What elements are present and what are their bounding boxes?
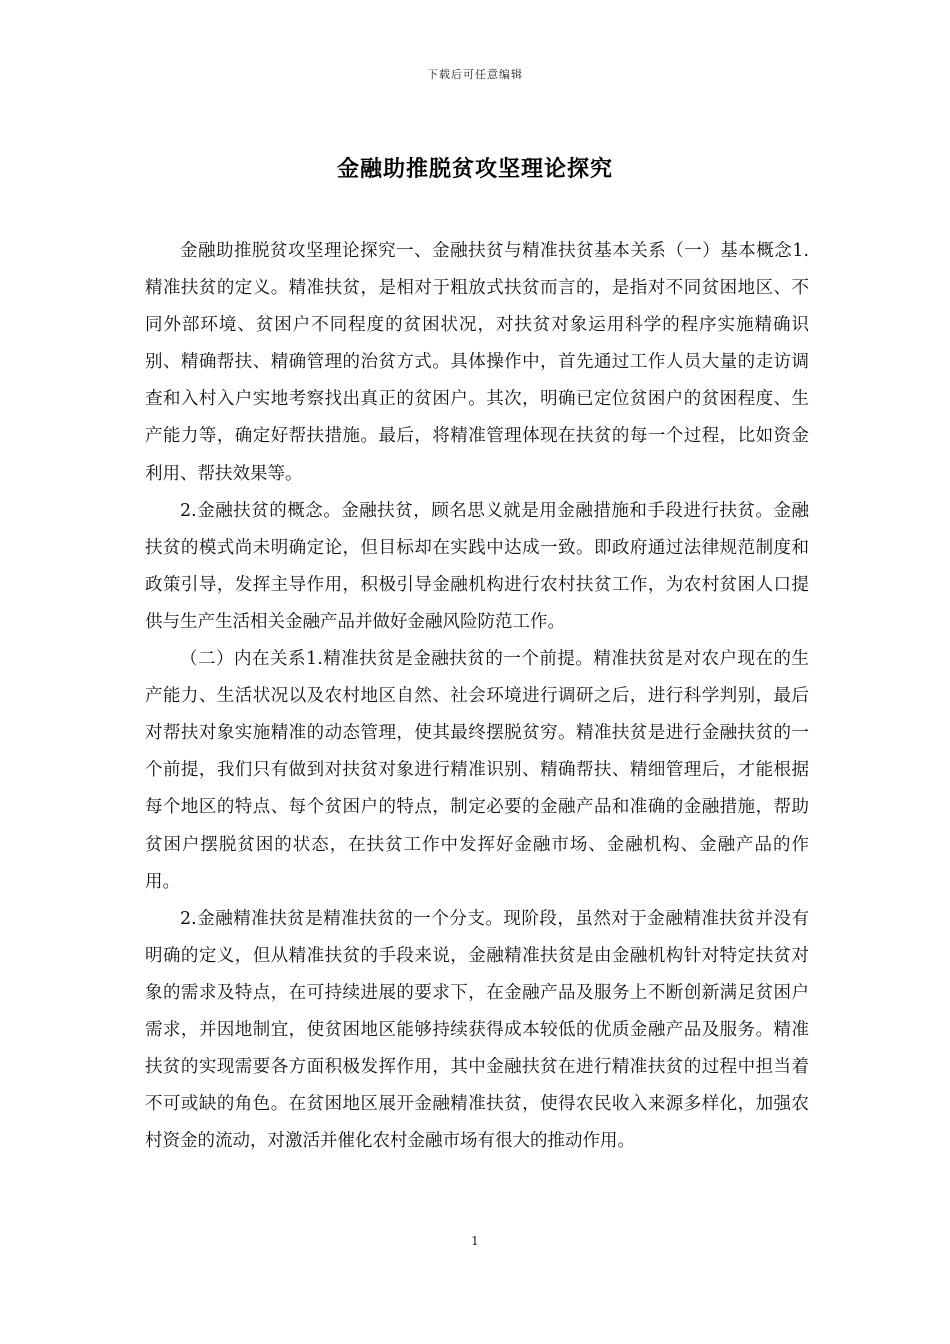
page-number: 1 [471,1234,479,1248]
document-body [145,233,809,1160]
header-note: 下载后可任意编辑 [427,68,523,81]
body-paragraph: 金融助推脱贫攻坚理论探究一、金融扶贫与精准扶贫基本关系（一）基本概念1.精准扶贫的定义。精准扶贫，是相对于粗放式扶贫而言的，是指对不同贫困地区、不同外部环境、贫困户不同程度的贫困状况，对扶贫对象运用科学的程序实施精确识别、精确帮扶、精确管理的治贫方式。具体操作中，首先通过工作人员大量的走访调查和入村入户实地考察找出真正的贫困户。其次，明确已定位贫困户的贫困程度、生产能力等，确定好帮扶措施。最后，将精准管理体现在扶贫的每一个过程，比如资金利用、帮扶效果等。 [145,241,809,484]
body-paragraph: 2.金融精准扶贫是精准扶贫的一个分支。现阶段，虽然对于金融精准扶贫并没有明确的定义，但从精准扶贫的手段来说，金融精准扶贫是由金融机构针对特定扶贫对象的需求及特点，在可持续进展的要求下，在金融产品及服务上不断创新满足贫困户需求，并因地制宜，使贫困地区能够持续获得成本较低的优质金融产品及服务。精准扶贫的实现需要各方面积极发挥作用，其中金融扶贫在进行精准扶贫的过程中担当着不可或缺的角色。在贫困地区展开金融精准扶贫，使得农民收入来源多样化，加强农村资金的流动，对激活并催化农村金融市场有很大的推动作用。 [145,908,809,1152]
body-paragraph: 2.金融扶贫的概念。金融扶贫，顾名思义就是用金融措施和手段进行扶贫。金融扶贫的模式尚未明确定论，但目标却在实践中达成一致。即政府通过法律规范制度和政策引导，发挥主导作用，积极引导金融机构进行农村扶贫工作，为农村贫困人口提供与生产生活相关金融产品并做好金融风险防范工作。 [145,500,809,632]
body-paragraph: （二）内在关系1.精准扶贫是金融扶贫的一个前提。精准扶贫是对农户现在的生产能力、生活状况以及农村地区自然、社会环境进行调研之后，进行科学判别，最后对帮扶对象实施精准的动态管理，使其最终摆脱贫穷。精准扶贫是进行金融扶贫的一个前提，我们只有做到对扶贫对象进行精准识别、精确帮扶、精细管理后，才能根据每个地区的特点、每个贫困户的特点，制定必要的金融产品和准确的金融措施，帮助贫困户摆脱贫困的状态，在扶贫工作中发挥好金融市场、金融机构、金融产品的作用。 [145,649,809,892]
document-title: 金融助推脱贫攻坚理论探究 [336,157,613,182]
